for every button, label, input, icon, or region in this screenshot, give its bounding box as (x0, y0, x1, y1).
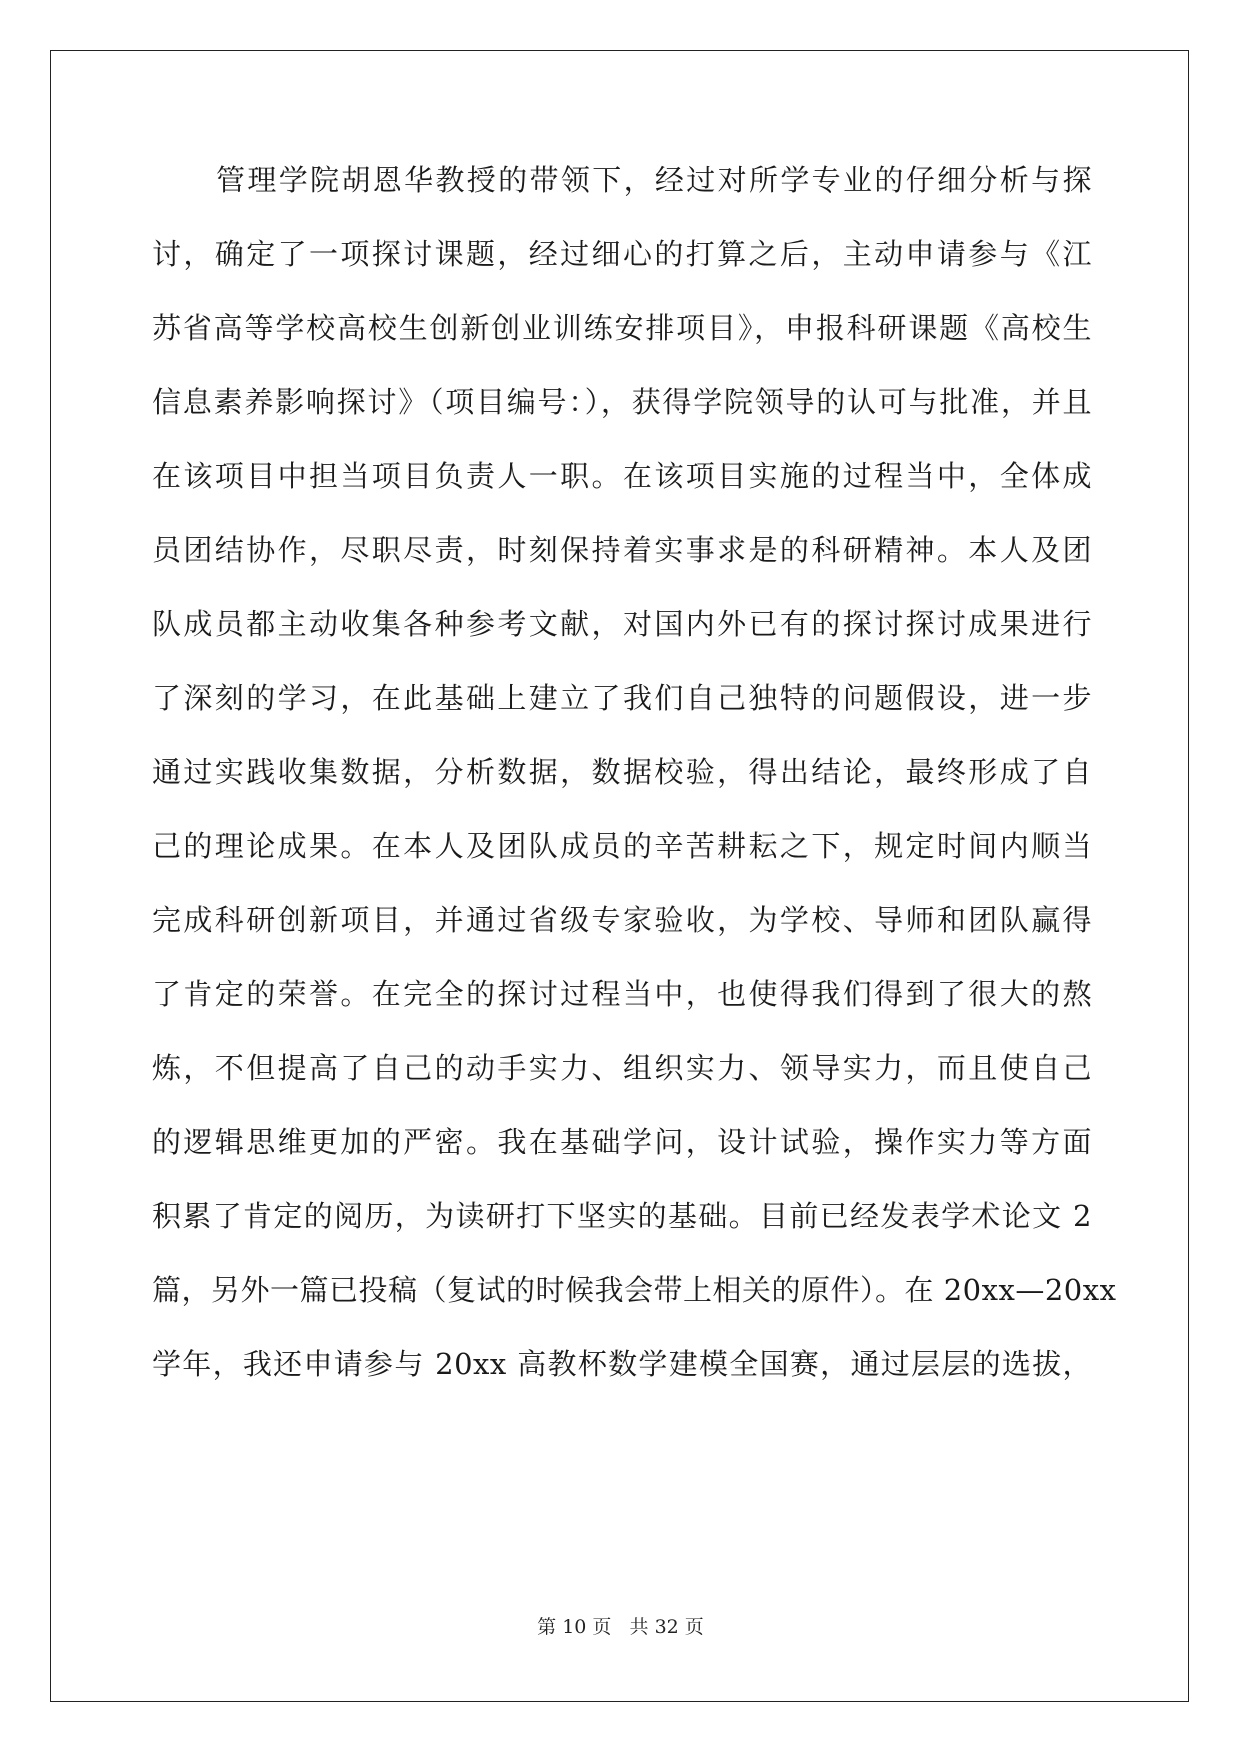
paragraph-line: 讨，确定了一项探讨课题，经过细心的打算之后，主动申请参与《江 (152, 237, 1092, 271)
page-number-footer: 第 10 页 共 32 页 (537, 1616, 704, 1638)
paragraph-line: 了肯定的荣誉。在完全的探讨过程当中，也使得我们得到了很大的熬 (152, 977, 1092, 1011)
paragraph-line: 篇，另外一篇已投稿（复试的时候我会带上相关的原件）。在 20xx—20xx (152, 1273, 1117, 1307)
paragraph-line: 完成科研创新项目，并通过省级专家验收，为学校、导师和团队赢得 (152, 903, 1092, 937)
paragraph-line: 的逻辑思维更加的严密。我在基础学问，设计试验，操作实力等方面 (152, 1125, 1092, 1159)
paragraph-line: 苏省高等学校高校生创新创业训练安排项目》，申报科研课题《高校生 (152, 311, 1092, 345)
paragraph-line: 炼，不但提高了自己的动手实力、组织实力、领导实力，而且使自己 (152, 1051, 1092, 1085)
paragraph-line: 信息素养影响探讨》（项目编号：），获得学院领导的认可与批准，并且 (152, 385, 1092, 419)
paragraph-line: 了深刻的学习，在此基础上建立了我们自己独特的问题假设，进一步 (152, 681, 1092, 715)
paragraph-line: 队成员都主动收集各种参考文献，对国内外已有的探讨探讨成果进行 (152, 607, 1092, 641)
paragraph-line: 通过实践收集数据，分析数据，数据校验，得出结论，最终形成了自 (152, 755, 1092, 789)
paragraph-line: 积累了肯定的阅历，为读研打下坚实的基础。目前已经发表学术论文 2 (152, 1199, 1092, 1233)
paragraph-line: 学年，我还申请参与 20xx 高教杯数学建模全国赛，通过层层的选拔， (152, 1347, 1092, 1381)
paragraph-line: 员团结协作，尽职尽责，时刻保持着实事求是的科研精神。本人及团 (152, 533, 1092, 567)
paragraph-line: 管理学院胡恩华教授的带领下，经过对所学专业的仔细分析与探 (216, 163, 1092, 197)
paragraph-line: 己的理论成果。在本人及团队成员的辛苦耕耘之下，规定时间内顺当 (152, 829, 1092, 863)
document-body (152, 160, 1117, 1418)
paragraph-line: 在该项目中担当项目负责人一职。在该项目实施的过程当中，全体成 (152, 459, 1092, 493)
